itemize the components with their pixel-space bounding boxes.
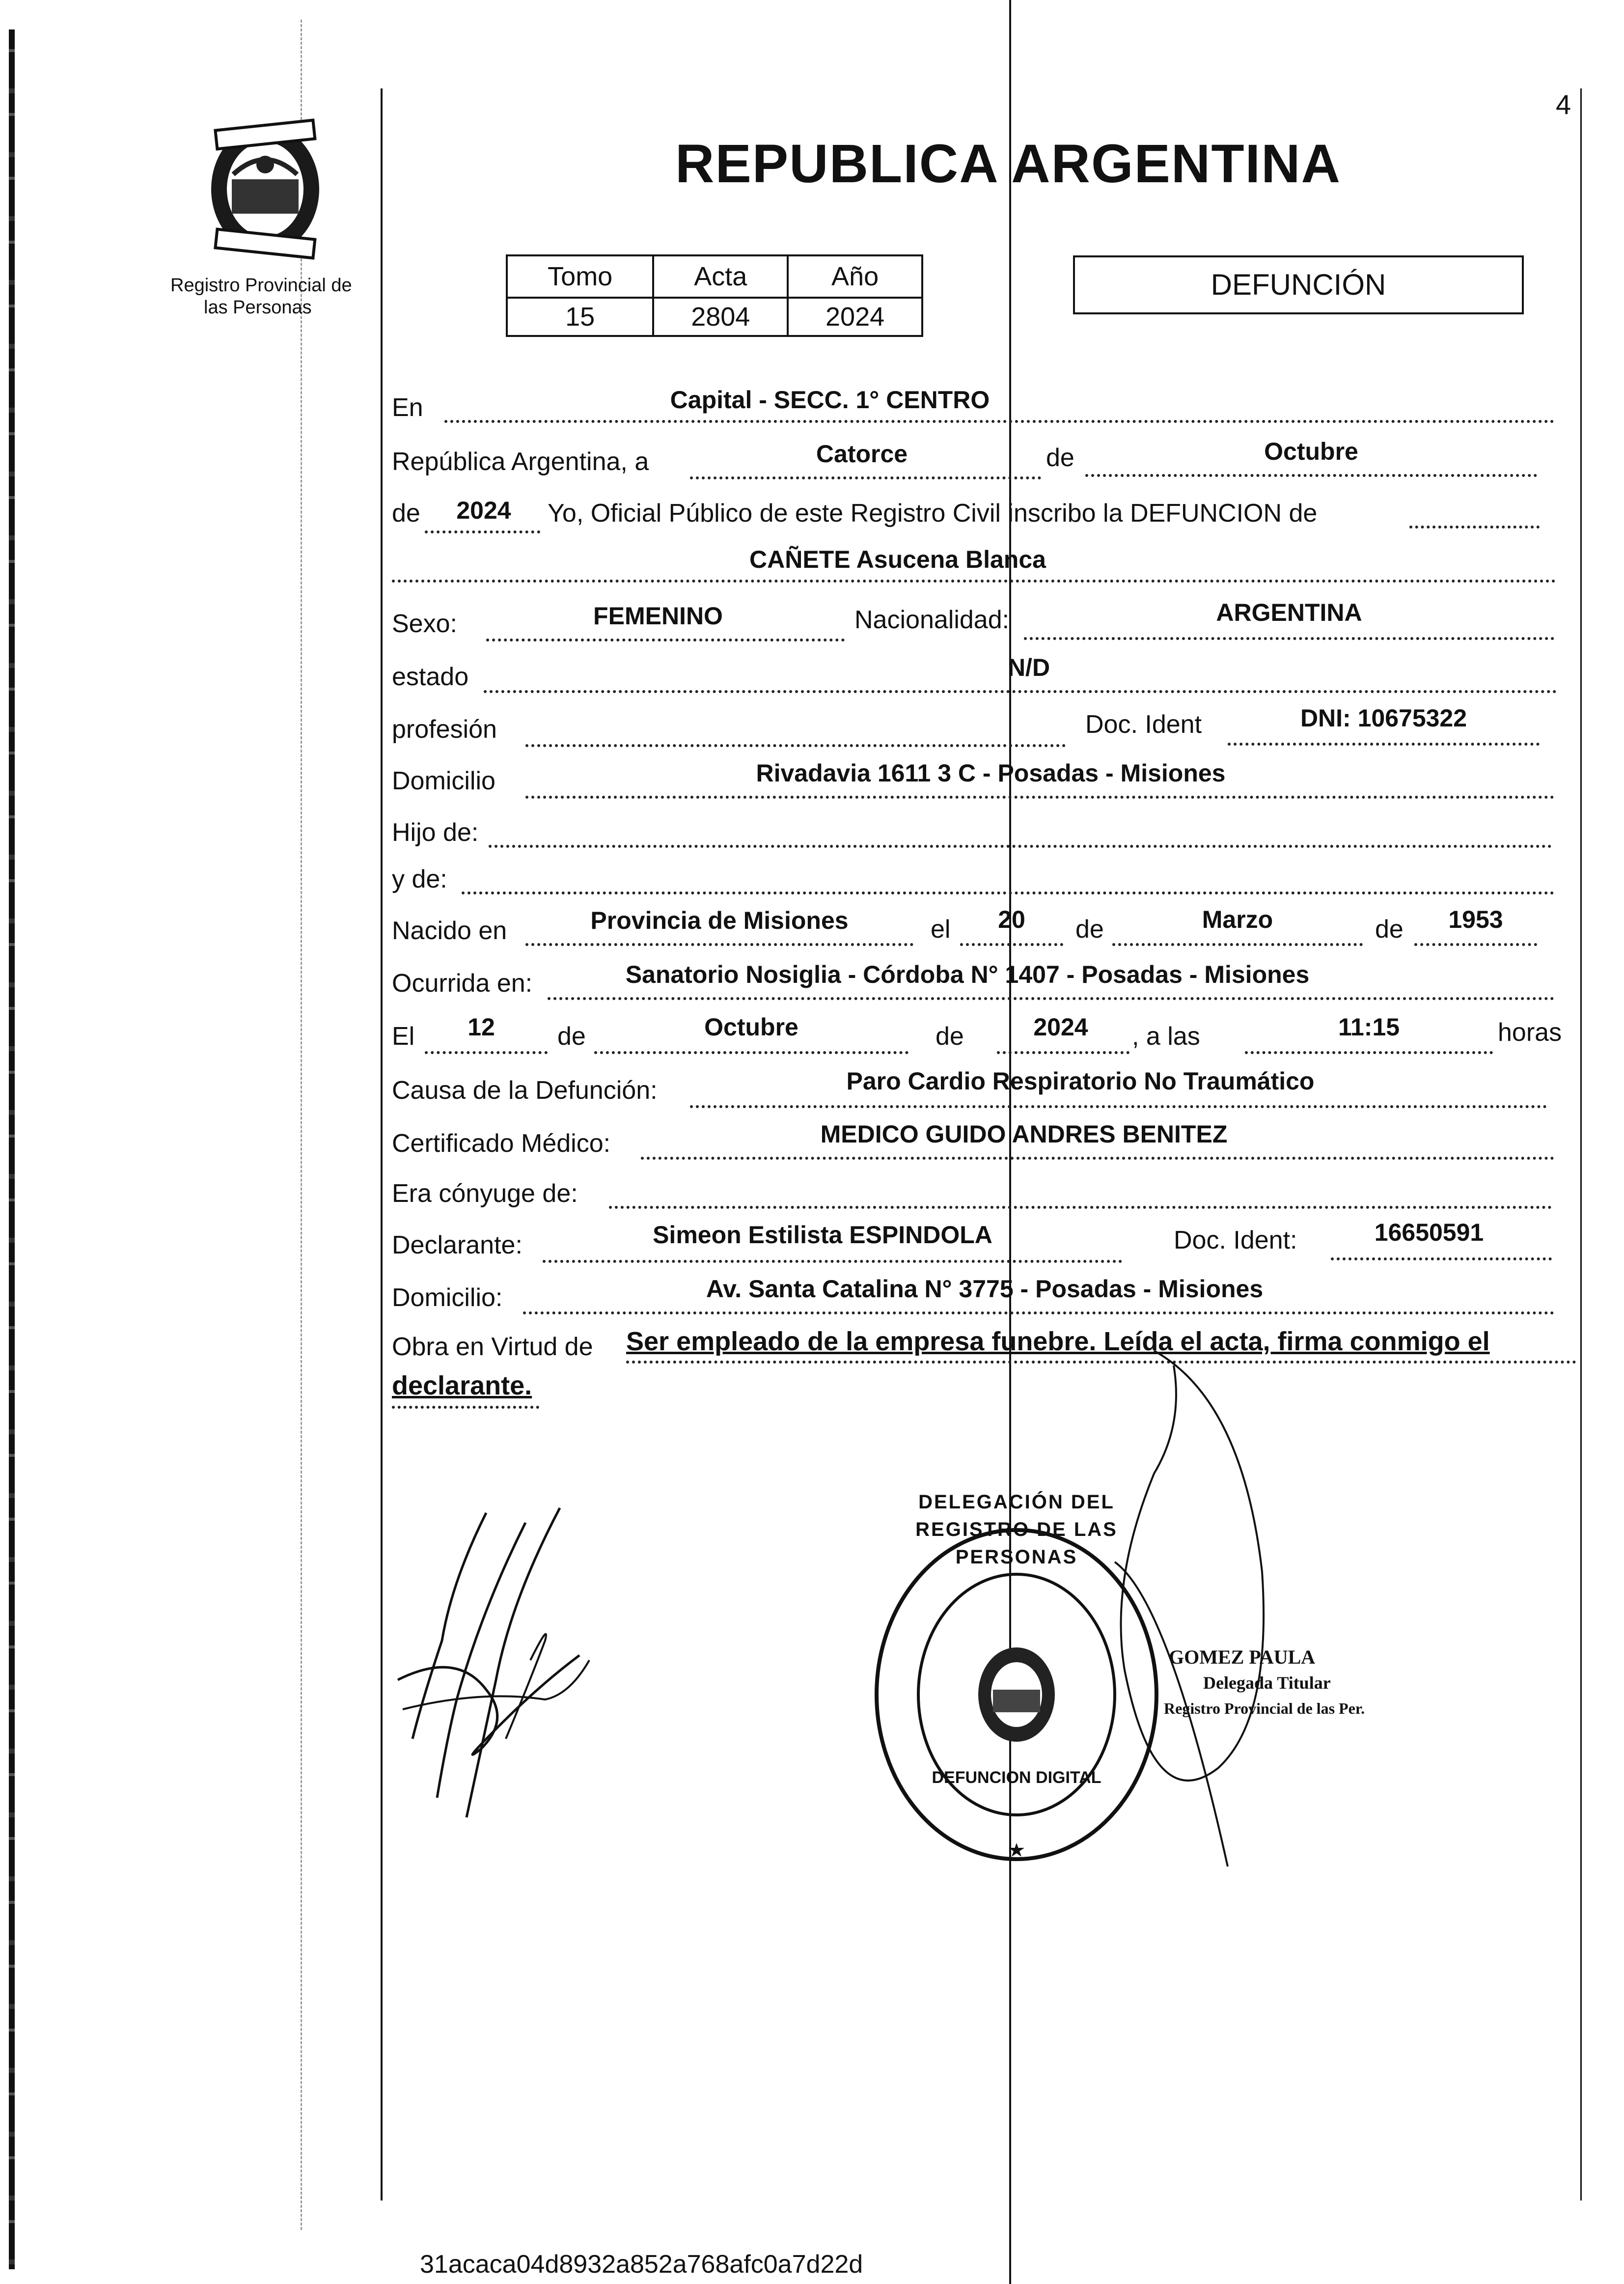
death-month-line bbox=[594, 1051, 908, 1054]
nacido-label: Nacido en bbox=[392, 917, 507, 945]
month-text-value: Octubre bbox=[1264, 438, 1358, 465]
birth-day-line bbox=[960, 943, 1063, 946]
domicilio-label: Domicilio bbox=[392, 767, 495, 795]
y-de-line bbox=[462, 891, 1554, 894]
table-cell: 2804 bbox=[653, 298, 788, 336]
death-day-line bbox=[425, 1051, 548, 1054]
domicilio2-value: Av. Santa Catalina N° 3775 - Posadas - Misiones bbox=[706, 1275, 1264, 1303]
declarante-value: Simeon Estilista ESPINDOLA bbox=[653, 1221, 992, 1249]
certificado-label: Certificado Médico: bbox=[392, 1129, 611, 1158]
declarante-line bbox=[543, 1260, 1122, 1263]
declarant-signature bbox=[383, 1493, 599, 1857]
official-title: Delegada Titular bbox=[1203, 1673, 1331, 1693]
profesion-label: profesión bbox=[392, 715, 497, 744]
obra-line-2 bbox=[392, 1406, 539, 1409]
estado-label: estado bbox=[392, 663, 469, 691]
deceased-name-line bbox=[392, 580, 1556, 583]
place-line bbox=[444, 420, 1554, 423]
registro-text: Yo, Oficial Público de este Registro Civil inscribo la DEFUNCION de bbox=[548, 499, 1318, 528]
en-label: En bbox=[392, 393, 423, 422]
nacionalidad-label: Nacionalidad: bbox=[854, 606, 1010, 634]
page-number: 4 bbox=[1556, 89, 1571, 120]
conyuge-label: Era cónyuge de: bbox=[392, 1179, 578, 1208]
footer-hash: 31acaca04d8932a852a768afc0a7d22d bbox=[420, 2250, 863, 2279]
death-month-value: Octubre bbox=[704, 1013, 798, 1041]
table-header-cell: Año bbox=[788, 255, 922, 298]
record-table bbox=[506, 254, 923, 337]
ocurrida-line bbox=[548, 997, 1554, 1000]
domicilio-value: Rivadavia 1611 3 C - Posadas - Misiones bbox=[756, 759, 1226, 787]
stamp-outer-text: DELEGACIÓN DEL REGISTRO DE LAS PERSONAS bbox=[915, 1491, 1118, 1568]
table-row bbox=[507, 298, 922, 336]
causa-label: Causa de la Defunción: bbox=[392, 1076, 658, 1105]
de-label-4: de bbox=[1375, 915, 1404, 944]
de-label-2: de bbox=[392, 499, 420, 528]
place-value: Capital - SECC. 1° CENTRO bbox=[670, 386, 990, 414]
dashed-guide bbox=[301, 20, 302, 2230]
stamp-inner-text: DEFUNCION DIGITAL bbox=[932, 1768, 1101, 1787]
alas-label: , a las bbox=[1132, 1022, 1200, 1051]
y-de-label: y de: bbox=[392, 865, 447, 893]
table-cell: 2024 bbox=[788, 298, 922, 336]
death-day-value: 12 bbox=[468, 1013, 495, 1041]
month-line bbox=[1085, 474, 1537, 477]
province-seal-logo bbox=[187, 106, 344, 263]
death-year-line bbox=[997, 1051, 1129, 1054]
birth-day-value: 20 bbox=[998, 906, 1025, 933]
declarante-label: Declarante: bbox=[392, 1231, 523, 1259]
nacido-lugar-value: Provincia de Misiones bbox=[590, 907, 849, 934]
margin-line-right bbox=[1580, 88, 1582, 2200]
day-line bbox=[690, 476, 1041, 479]
death-year-value: 2024 bbox=[1033, 1013, 1088, 1041]
year-line bbox=[425, 530, 540, 533]
official-name: GOMEZ PAULA bbox=[1169, 1646, 1316, 1668]
birth-year-line bbox=[1414, 943, 1537, 946]
death-time-line bbox=[1245, 1051, 1493, 1054]
day-text-value: Catorce bbox=[816, 440, 908, 468]
hijo-label: Hijo de: bbox=[392, 818, 479, 847]
doc-ident2-value: 16650591 bbox=[1374, 1219, 1484, 1246]
birth-month-value: Marzo bbox=[1202, 906, 1273, 933]
doc-ident2-line bbox=[1331, 1257, 1552, 1260]
de-label-3: de bbox=[1075, 915, 1104, 944]
birth-month-line bbox=[1112, 943, 1363, 946]
de-label-5: de bbox=[557, 1022, 586, 1051]
table-header-cell: Acta bbox=[653, 255, 788, 298]
deceased-name-value: CAÑETE Asucena Blanca bbox=[749, 546, 1046, 573]
table-header-cell: Tomo bbox=[507, 255, 653, 298]
ocurrida-value: Sanatorio Nosiglia - Córdoba N° 1407 - Posadas - Misiones bbox=[625, 961, 1310, 988]
el-label-2: El bbox=[392, 1022, 415, 1051]
de-label-1: de bbox=[1046, 444, 1074, 472]
hijo-line bbox=[489, 845, 1552, 848]
sexo-value: FEMENINO bbox=[593, 602, 723, 630]
certificado-value: MEDICO GUIDO ANDRES BENITEZ bbox=[820, 1120, 1228, 1148]
registro-trailing-line bbox=[1409, 526, 1540, 529]
record-type-box: DEFUNCIÓN bbox=[1073, 255, 1524, 314]
causa-line bbox=[690, 1105, 1547, 1108]
el-label: el bbox=[931, 915, 951, 944]
sexo-line bbox=[486, 639, 845, 641]
domicilio-line bbox=[525, 796, 1554, 799]
doc-ident2-label: Doc. Ident: bbox=[1174, 1226, 1297, 1254]
domicilio2-label: Domicilio: bbox=[392, 1283, 503, 1312]
republica-label: República Argentina, a bbox=[392, 447, 649, 476]
document-title: REPUBLICA ARGENTINA bbox=[675, 134, 1341, 194]
margin-line-left bbox=[381, 88, 383, 2200]
profesion-line bbox=[525, 744, 1066, 747]
horas-label: horas bbox=[1498, 1018, 1562, 1047]
nacionalidad-line bbox=[1024, 637, 1554, 640]
de-label-6: de bbox=[936, 1022, 964, 1051]
birth-year-value: 1953 bbox=[1448, 906, 1503, 933]
obra-label: Obra en Virtud de bbox=[392, 1333, 593, 1361]
table-cell: 15 bbox=[507, 298, 653, 336]
certificado-line bbox=[641, 1157, 1554, 1160]
table-header-row bbox=[507, 255, 922, 298]
doc-ident-value: DNI: 10675322 bbox=[1300, 704, 1467, 732]
doc-ident-line bbox=[1228, 743, 1540, 746]
obra-text-2: declarante. bbox=[392, 1371, 532, 1400]
registry-name-line-1: Registro Provincial de bbox=[170, 275, 352, 296]
domicilio2-line bbox=[523, 1311, 1554, 1314]
ocurrida-label: Ocurrida en: bbox=[392, 969, 533, 998]
estado-value: N/D bbox=[1007, 654, 1050, 681]
doc-ident-label: Doc. Ident bbox=[1085, 710, 1202, 739]
obra-text: Ser empleado de la empresa funebre. Leída el acta, firma conmigo el bbox=[626, 1327, 1490, 1356]
conyuge-line bbox=[609, 1206, 1552, 1209]
nacido-lugar-line bbox=[525, 943, 913, 946]
causa-value: Paro Cardio Respiratorio No Traumático bbox=[846, 1067, 1315, 1095]
official-signature bbox=[1095, 1326, 1272, 1881]
death-time-value: 11:15 bbox=[1338, 1013, 1400, 1041]
sexo-label: Sexo: bbox=[392, 610, 457, 638]
scan-edge-artifact bbox=[9, 29, 15, 2269]
registry-name-line-2: las Personas bbox=[204, 297, 312, 318]
year-value: 2024 bbox=[456, 497, 511, 524]
estado-line bbox=[484, 690, 1557, 693]
nacionalidad-value: ARGENTINA bbox=[1216, 599, 1362, 626]
official-registry: Registro Provincial de las Per. bbox=[1164, 1699, 1365, 1717]
